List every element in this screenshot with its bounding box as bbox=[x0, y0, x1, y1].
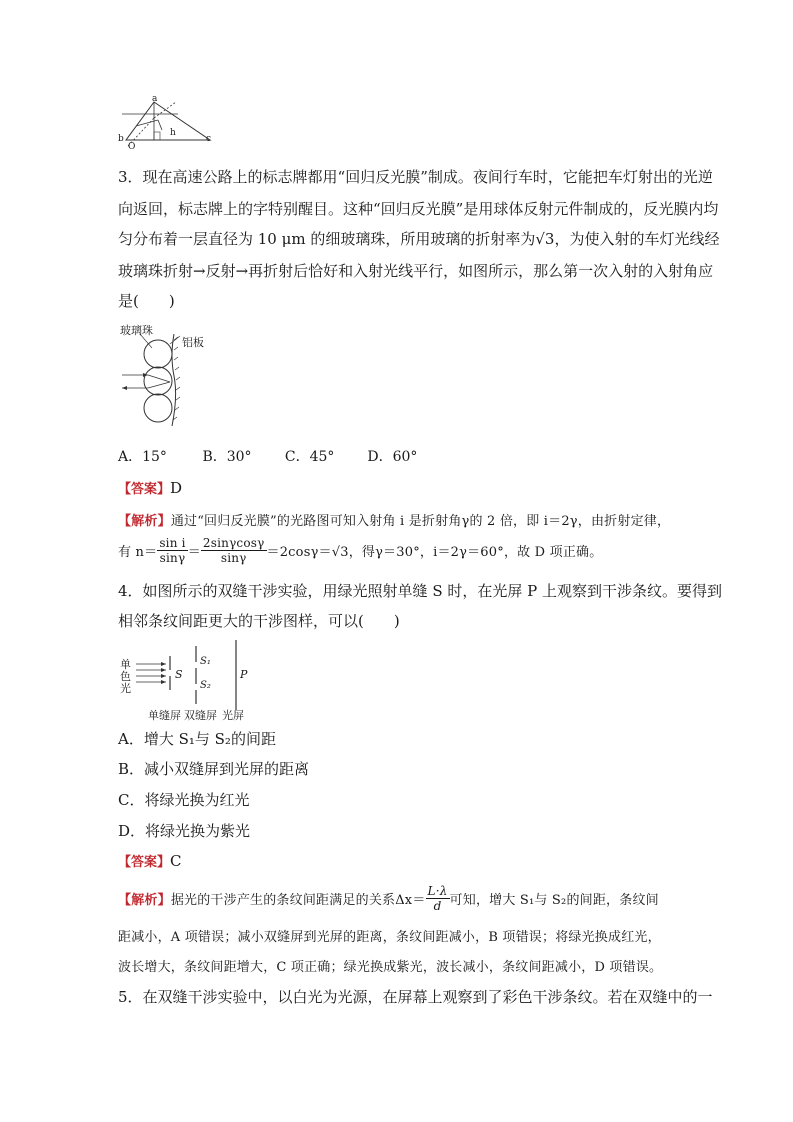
q4-explanation-line-2: 距减小，A 项错误；减小双缝屏到光屏的距离，条纹间距减小，B 项错误；将绿光换成红光， bbox=[118, 930, 661, 945]
caption-double-slit: 双缝屏 bbox=[184, 709, 217, 722]
q3-frac1-den: sinγ bbox=[159, 551, 186, 565]
q4-line-1: 4．如图所示的双缝干涉实验，用绿光照射单缝 S 时，在光屏 P 上观察到干涉条纹。要得到 bbox=[118, 582, 722, 600]
q3-fraction-1 bbox=[157, 536, 187, 565]
q4-explanation-line-3: 波长增大，条纹间距增大，C 项正确；绿光换成紫光，波长减小，条纹间距减小，D 项错误。 bbox=[118, 960, 663, 975]
q4-option-c[interactable]: C．将绿光换为红光 bbox=[118, 791, 250, 809]
q3-option-a[interactable]: A．15° bbox=[118, 449, 167, 465]
prism-figure bbox=[118, 96, 218, 148]
q4-expl-pre: 据光的干涉产生的条纹间距满足的关系Δx＝ bbox=[170, 893, 426, 908]
q3-line-3c: ，为使入射的车灯光线经 bbox=[554, 230, 720, 248]
light-label-2: 色 bbox=[120, 670, 131, 683]
q3-option-c[interactable]: C．45° bbox=[284, 449, 335, 465]
q3-explanation-line-1 bbox=[118, 510, 670, 529]
q3-frac2-num: 2sinγcosγ bbox=[202, 536, 265, 550]
light-label-1: 单 bbox=[120, 658, 131, 671]
q3-eq1: ＝ bbox=[187, 545, 201, 560]
q4-answer-tag: 【答案】 bbox=[118, 855, 171, 870]
q3-option-b[interactable]: B．30° bbox=[202, 449, 252, 465]
q3-options bbox=[118, 446, 417, 466]
slit-label-s2: S₂ bbox=[200, 680, 211, 691]
q4-frac-num: L·λ bbox=[427, 884, 448, 898]
light-label-3: 光 bbox=[120, 682, 131, 695]
q3-sqrt3: √3 bbox=[535, 230, 555, 248]
q3-expl-text-1: 通过“回归反光膜”的光路图可知入射角 i 是折射角γ的 2 倍，即 i＝2γ，由折射定律， bbox=[170, 514, 671, 529]
q3-explanation-line-2 bbox=[118, 536, 602, 565]
q3-expl-tag: 【解析】 bbox=[118, 514, 171, 529]
prism-label-h: h bbox=[170, 128, 176, 138]
q4-explanation-line-1 bbox=[118, 884, 659, 913]
double-slit-figure bbox=[118, 640, 248, 716]
plate-label: 铝板 bbox=[182, 336, 204, 349]
q4-option-b[interactable]: B．减小双缝屏到光屏的距离 bbox=[118, 760, 310, 778]
q4-frac-den: d bbox=[433, 899, 442, 913]
q3-answer-value: D bbox=[170, 479, 183, 497]
q4-expl-tag: 【解析】 bbox=[118, 893, 171, 908]
q3-line-1: 3．现在高速公路上的标志牌都用“回归反光膜”制成。夜间行车时，它能把车灯射出的光逆 bbox=[118, 168, 713, 186]
prism-label-c: c bbox=[206, 134, 212, 144]
q3-answer-line bbox=[118, 478, 182, 497]
slit-label-s1: S₁ bbox=[200, 656, 211, 667]
q3-frac1-num: sin i bbox=[159, 536, 186, 550]
q5-line-1: 5．在双缝干涉实验中，以白光为光源，在屏幕上观察到了彩色干涉条纹。若在双缝中的一 bbox=[118, 988, 713, 1006]
q4-option-d[interactable]: D．将绿光换为紫光 bbox=[118, 822, 251, 840]
caption-single-slit: 单缝屏 bbox=[148, 709, 181, 722]
q3-option-d[interactable]: D．60° bbox=[367, 449, 418, 465]
q3-line-2: 向返回，标志牌上的字特别醒目。这种“回归反光膜”是用球体反射元件制成的，反光膜内均 bbox=[118, 200, 719, 218]
slit-label-s: S bbox=[175, 668, 183, 681]
q3-expl-pre: 有 n＝ bbox=[118, 545, 158, 560]
q3-line-4: 玻璃珠折射→反射→再折射后恰好和入射光线平行，如图所示，那么第一次入射的入射角应 bbox=[118, 262, 714, 280]
prism-label-o: O bbox=[128, 142, 136, 152]
caption-screen: 光屏 bbox=[222, 709, 244, 722]
screen-label-p: P bbox=[240, 668, 248, 681]
q4-answer-line bbox=[118, 851, 182, 870]
q3-answer-tag: 【答案】 bbox=[118, 482, 171, 497]
q3-line-5: 是( ) bbox=[118, 292, 175, 310]
q3-line-3a: 匀分布着一层直径为 10 μm 的细玻璃珠，所用玻璃的折射率为 bbox=[118, 230, 536, 248]
q4-expl-post: 可知，增大 S₁与 S₂的间距，条纹间 bbox=[449, 893, 659, 908]
q3-expl-post: ＝2cosγ＝√3，得γ＝30°，i＝2γ＝60°，故 D 项正确。 bbox=[266, 545, 603, 560]
prism-label-a: a bbox=[152, 94, 158, 104]
q4-option-a[interactable]: A．增大 S₁与 S₂的间距 bbox=[118, 730, 276, 748]
prism-label-b: b bbox=[118, 134, 124, 144]
q4-fraction bbox=[426, 884, 450, 913]
q4-line-2: 相邻条纹间距更大的干涉图样，可以( ) bbox=[118, 612, 400, 630]
q3-line-3 bbox=[118, 228, 720, 249]
q3-frac2-den: sinγ bbox=[220, 551, 247, 565]
q4-answer-value: C bbox=[170, 852, 182, 870]
q3-fraction-2 bbox=[201, 536, 267, 565]
bead-figure bbox=[118, 326, 198, 430]
bead-label: 玻璃珠 bbox=[120, 324, 153, 337]
